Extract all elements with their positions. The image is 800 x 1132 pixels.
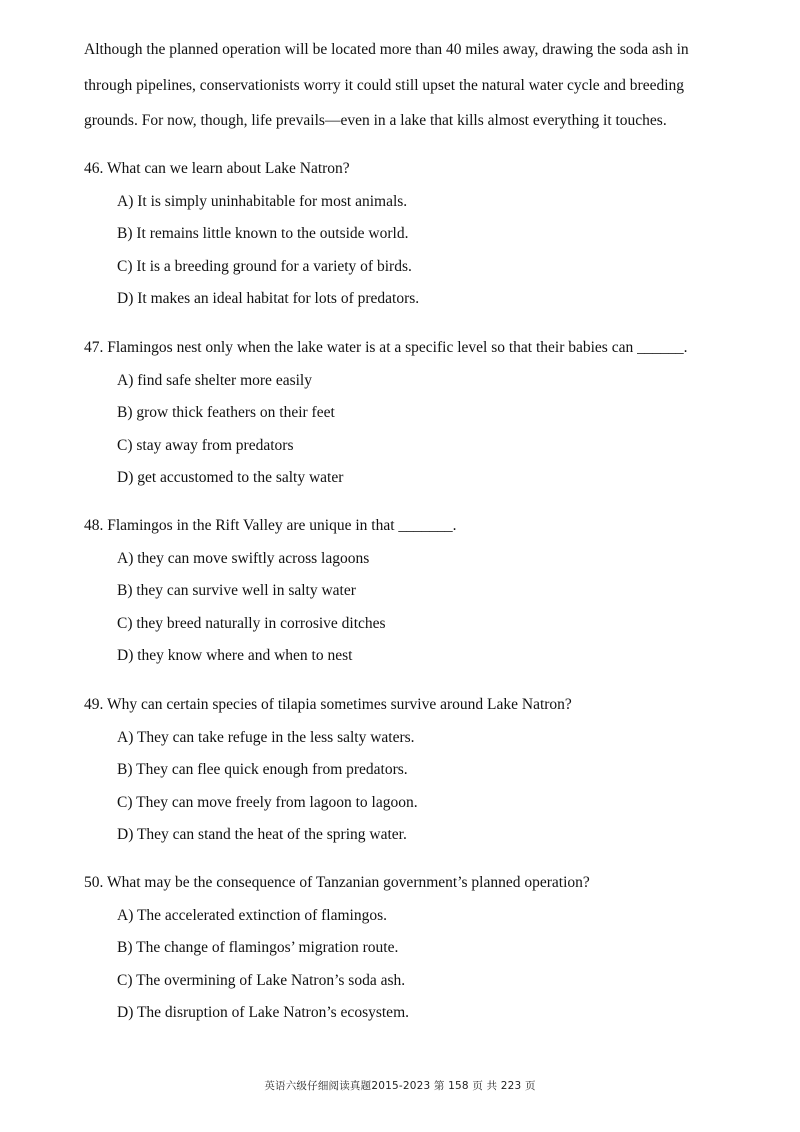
- answer-option-d: D) they know where and when to nest: [117, 647, 353, 664]
- answer-option-b: B) they can survive well in salty water: [117, 582, 356, 599]
- answer-option-a: A) The accelerated extinction of flamingos.: [117, 906, 387, 924]
- passage-line: grounds. For now, though, life prevails—even in a lake that kills almost everything it touches.: [84, 112, 667, 129]
- answer-option-c: C) It is a breeding ground for a variety of birds.: [117, 257, 412, 275]
- answer-option-a: A) find safe shelter more easily: [117, 371, 312, 389]
- answer-option-b: B) The change of flamingos’ migration route.: [117, 939, 399, 956]
- answer-option-a: A) They can take refuge in the less salty waters.: [117, 728, 415, 746]
- passage-paragraph: [84, 32, 724, 139]
- question-stem: 49. Why can certain species of tilapia sometimes survive around Lake Natron?: [84, 696, 572, 713]
- question-stem: 46. What can we learn about Lake Natron?: [84, 160, 350, 177]
- answer-option-a: A) It is simply uninhabitable for most animals.: [117, 192, 408, 210]
- page-footer: 英语六级仔细阅读真题2015-2023 第 158 页 共 223 页: [264, 1080, 536, 1092]
- answer-option-b: B) grow thick feathers on their feet: [117, 404, 335, 421]
- question-47: [84, 332, 744, 495]
- passage-line: through pipelines, conservationists worry it could still upset the natural water cycle and breeding: [84, 76, 685, 94]
- answer-option-d: D) They can stand the heat of the spring water.: [117, 826, 407, 843]
- answer-option-c: C) they breed naturally in corrosive ditches: [117, 614, 386, 632]
- question-stem: 48. Flamingos in the Rift Valley are unique in that _______.: [84, 517, 457, 534]
- question-stem: 50. What may be the consequence of Tanzanian government’s planned operation?: [84, 874, 590, 891]
- question-49: [84, 689, 744, 852]
- question-stem: 47. Flamingos nest only when the lake water is at a specific level so that their babies can ______.: [84, 339, 688, 356]
- answer-option-d: D) It makes an ideal habitat for lots of predators.: [117, 290, 420, 307]
- answer-option-c: C) They can move freely from lagoon to lagoon.: [117, 793, 418, 811]
- answer-option-d: D) The disruption of Lake Natron’s ecosystem.: [117, 1004, 409, 1021]
- passage-line: Although the planned operation will be located more than 40 miles away, drawing the soda ash in: [84, 41, 689, 58]
- answer-option-b: B) They can flee quick enough from predators.: [117, 761, 408, 778]
- answer-option-c: C) The overmining of Lake Natron’s soda ash.: [117, 971, 406, 989]
- answer-option-d: D) get accustomed to the salty water: [117, 469, 344, 486]
- answer-option-c: C) stay away from predators: [117, 436, 294, 454]
- question-46: [84, 153, 744, 316]
- answer-option-b: B) It remains little known to the outside world.: [117, 225, 409, 242]
- question-48: [84, 510, 744, 673]
- question-50: [84, 867, 744, 1030]
- answer-option-a: A) they can move swiftly across lagoons: [117, 549, 370, 567]
